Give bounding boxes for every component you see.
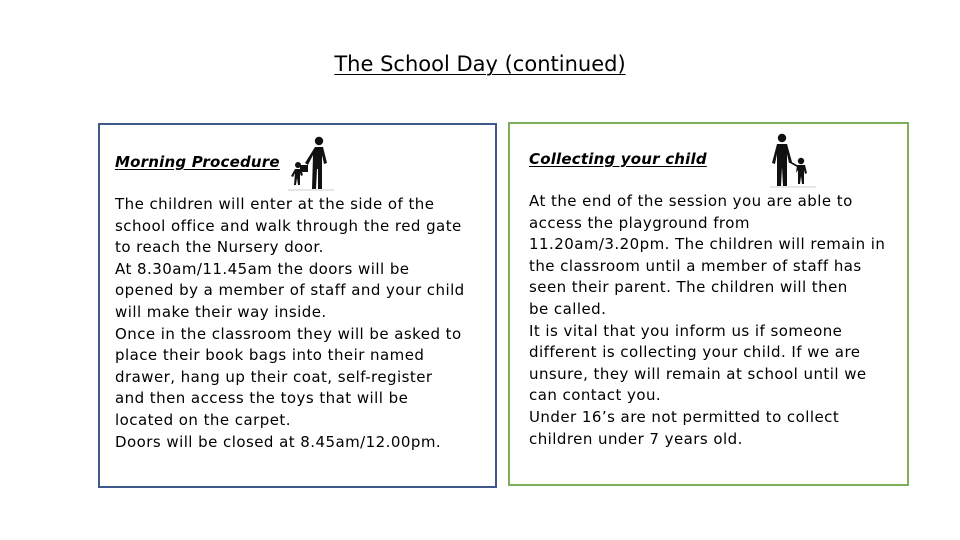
- collecting-line: children under 7 years old.: [529, 429, 743, 448]
- morning-line: school office and walk through the red gate: [115, 216, 462, 235]
- collecting-line: can contact you.: [529, 386, 662, 405]
- collecting-child-panel: [508, 122, 909, 486]
- collecting-child-heading: Collecting your child: [529, 150, 707, 168]
- morning-procedure-panel: [98, 123, 497, 488]
- morning-procedure-heading: Morning Procedure: [115, 153, 280, 171]
- collecting-line: At the end of the session you are able to: [529, 192, 853, 210]
- morning-line: will make their way inside.: [115, 302, 327, 321]
- collecting-line: be called.: [529, 299, 607, 318]
- morning-line: and then access the toys that will be: [115, 389, 409, 408]
- collecting-line: It is vital that you inform us if someone: [529, 321, 843, 340]
- page-title-text: The School Day (continued): [334, 52, 626, 76]
- collecting-line: Under 16’s are not permitted to collect: [529, 407, 840, 426]
- collecting-line: different is collecting your child. If we are: [529, 343, 861, 362]
- morning-line: place their book bags into their named: [115, 346, 425, 365]
- collecting-line: unsure, they will remain at school until we: [529, 364, 867, 383]
- collecting-line: seen their parent. The children will then: [529, 278, 848, 297]
- morning-procedure-text: [115, 194, 490, 453]
- adult-holding-child-hand-icon: [768, 132, 818, 190]
- collecting-line: access the playground from: [529, 213, 750, 232]
- adult-child-walking-icon: [286, 135, 336, 193]
- collecting-line: 11.20am/3.20pm. The children will remain in: [529, 235, 886, 254]
- page-title: [0, 52, 960, 76]
- morning-line: opened by a member of staff and your child: [115, 281, 465, 300]
- morning-line: to reach the Nursery door.: [115, 238, 324, 257]
- morning-line: The children will enter at the side of the: [115, 195, 435, 213]
- morning-line: At 8.30am/11.45am the doors will be: [115, 259, 410, 278]
- collecting-child-text: [529, 191, 905, 450]
- morning-line: Once in the classroom they will be asked to: [115, 324, 462, 343]
- morning-line: Doors will be closed at 8.45am/12.00pm.: [115, 432, 442, 451]
- collecting-line: the classroom until a member of staff has: [529, 256, 862, 275]
- morning-line: drawer, hang up their coat, self-register: [115, 367, 433, 386]
- morning-line: located on the carpet.: [115, 410, 291, 429]
